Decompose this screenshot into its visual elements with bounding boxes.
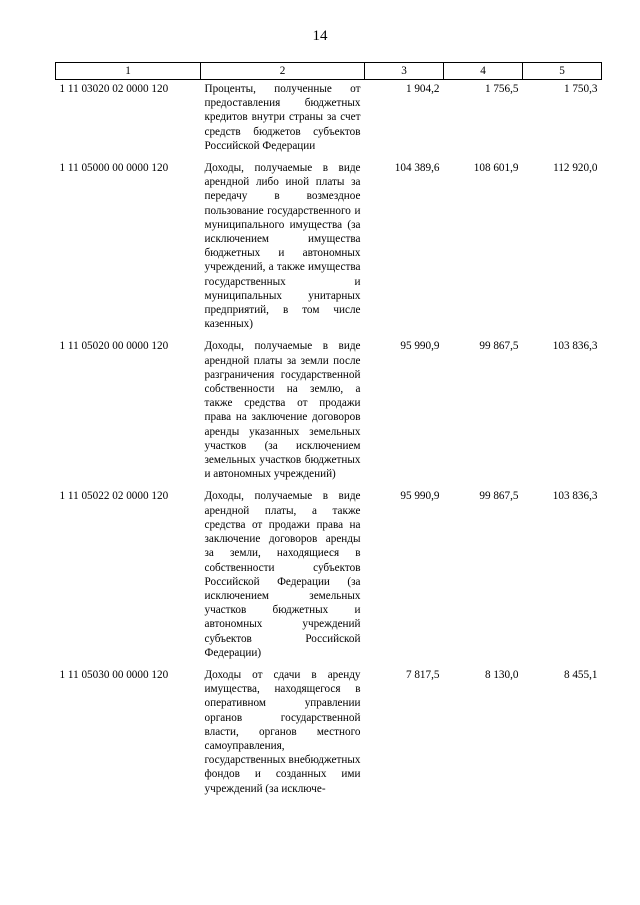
row-value-3: 103 836,3	[552, 340, 598, 353]
row-code: 1 11 03020 02 0000 120	[59, 83, 169, 95]
column-header-name: 2	[201, 63, 365, 80]
row-name: Доходы, получаемые в виде арендной либо иной платы за передачу в возмездное пользование государственного и муниципального имущества (за исключением имущества бюджетных и автономных учреждений, а также имущества государственных и муниципальных унитарных предприятий, в том числе казенных)	[204, 162, 361, 331]
row-code: 1 11 05030 00 0000 120	[59, 668, 169, 681]
row-name: Доходы, получаемые в виде арендной платы за земли после разграничения государственной собственности на землю, а также средства от продажи права на заключение договоров аренды указанных земельных участков (за исключением земельных участков бюджетных и автономных учреждений)	[204, 340, 361, 481]
row-value-1: 95 990,9	[400, 490, 440, 503]
row-code: 1 11 05000 00 0000 120	[59, 162, 169, 175]
row-value-1: 95 990,9	[400, 340, 440, 353]
row-value-2: 99 867,5	[479, 340, 519, 353]
page-number: 14	[312, 28, 328, 44]
row-code: 1 11 05022 02 0000 120	[59, 490, 169, 503]
column-header-code: 1	[56, 63, 201, 80]
row-value-1: 7 817,5	[405, 668, 440, 681]
row-value-3: 1 750,3	[563, 83, 598, 95]
row-value-2: 99 867,5	[479, 490, 519, 503]
table-row	[56, 159, 602, 337]
table-row	[56, 487, 602, 665]
column-header-year-2: 4	[444, 63, 523, 80]
table-row	[56, 337, 602, 487]
row-value-1: 1 904,2	[405, 83, 440, 95]
row-value-2: 108 601,9	[473, 162, 519, 175]
row-value-3: 103 836,3	[552, 490, 598, 503]
table-row	[56, 666, 602, 802]
table-row	[56, 80, 602, 160]
table-header-row	[56, 63, 602, 80]
budget-revenue-table	[55, 62, 602, 802]
row-name: Проценты, полученные от предоставления бюджетных кредитов внутри страны за счет средств бюджетов субъектов Российской Федерации	[204, 83, 361, 152]
column-header-year-3: 5	[523, 63, 602, 80]
row-value-1: 104 389,6	[394, 162, 440, 175]
row-value-3: 112 920,0	[553, 162, 598, 175]
row-value-2: 8 130,0	[484, 668, 519, 681]
row-name: Доходы, получаемые в виде арендной платы, а также средства от продажи права на заключение договоров аренды за земли, находящиеся в собственности субъектов Российской Федерации (за исключением земельных участков бюджетных и автономных учреждений субъектов Российской Федерации)	[204, 490, 361, 659]
column-header-year-1: 3	[365, 63, 444, 80]
row-value-3: 8 455,1	[563, 668, 598, 681]
row-name: Доходы от сдачи в аренду имущества, находящегося в оперативном управлении органов государственной власти, органов местного самоуправления, государственных внебюджетных фондов и созданных ими учреждений (за исключе-	[204, 668, 361, 795]
row-code: 1 11 05020 00 0000 120	[59, 340, 169, 353]
row-value-2: 1 756,5	[484, 83, 519, 95]
